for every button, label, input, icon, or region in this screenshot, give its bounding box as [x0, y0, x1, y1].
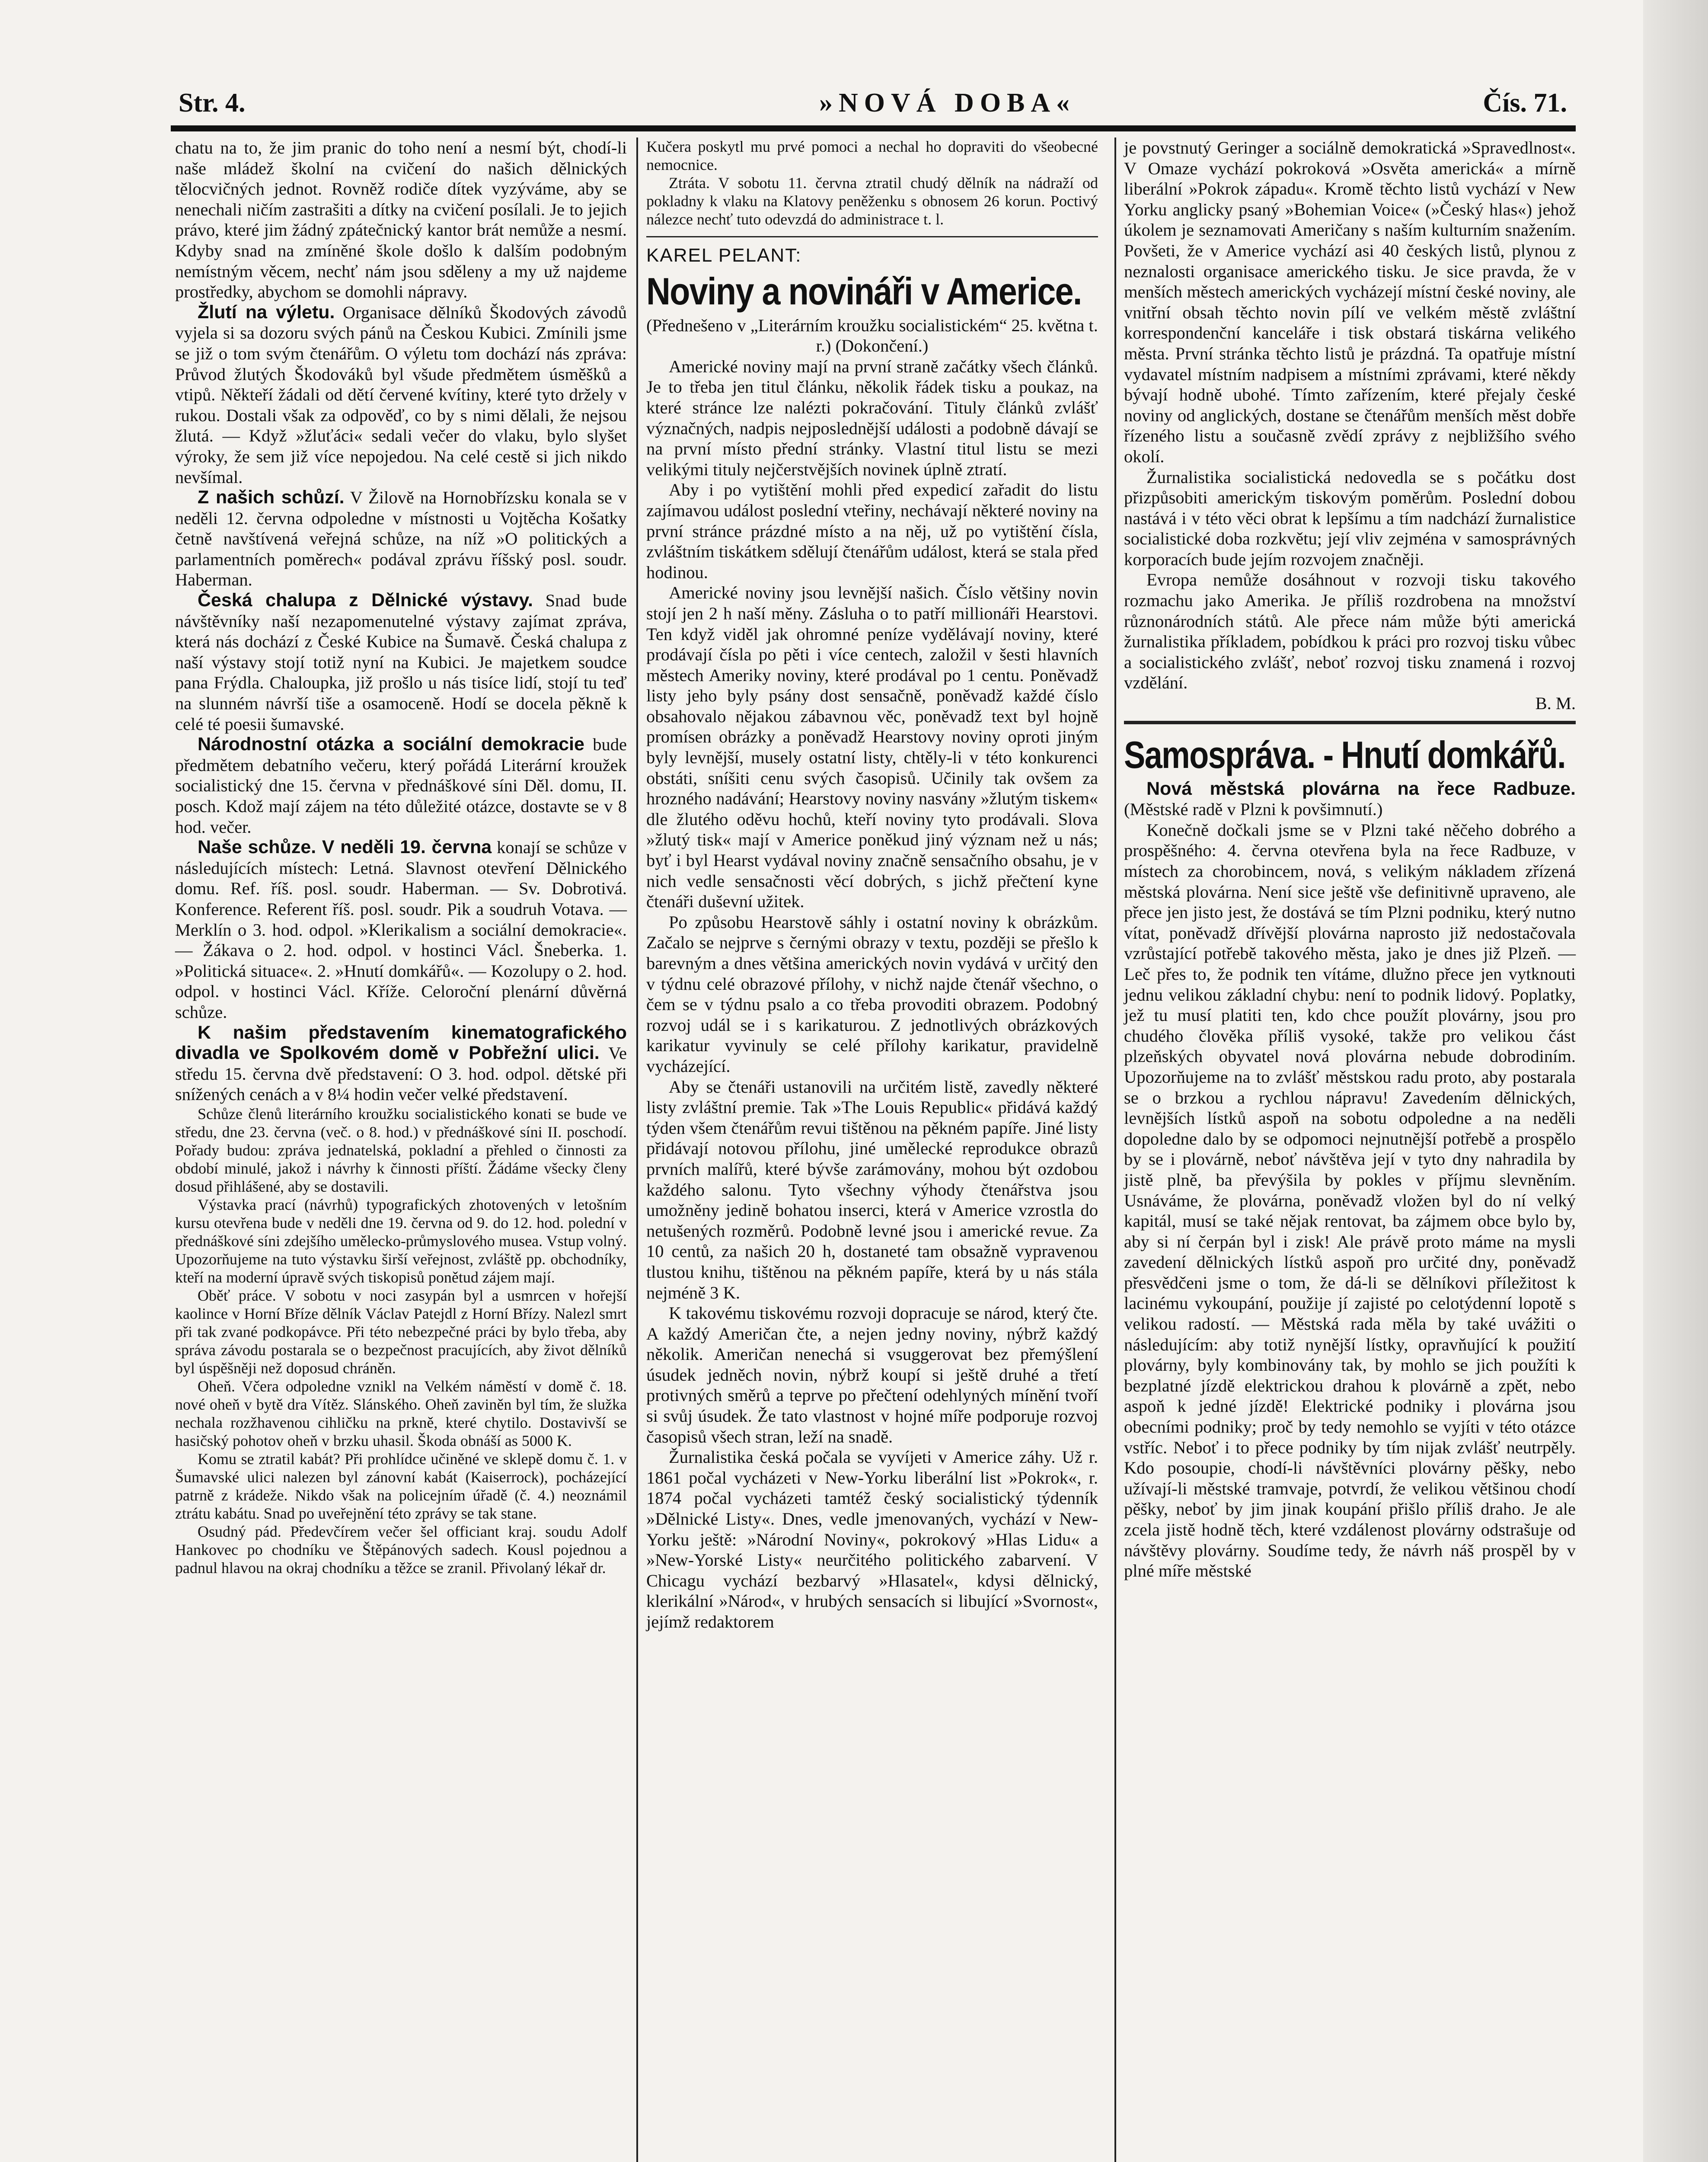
news-item-sunday-meetings: Naše schůze. V neděli 19. června konají se schůze v následujících místech: Letná. Slavnost otevření Dělnického domu. Ref. říš. posl. soudr. Haberman. — Sv. Dobrotivá. Konference. Referent říš. posl. soudr. Pik a soudruh Votava. — Merklín o 3. hod. odpol. »Klerikalism a sociální demokracie«. — Žákava o 2. hod. odpol. v hostinci Václ. Šneberka. 1. »Politická situace«. 2. »Hnutí domkářů«. — Kozolupy o 2. hod. odpol. v hostinci Václ. Kříže. Celoroční plenární důvěrná schůze. [175, 837, 627, 1022]
column-1 [175, 138, 627, 1577]
article-signature: B. M. [1535, 694, 1576, 713]
news-item-national-question: Národnostní otázka a sociální demokracie bude předmětem debatního večeru, který pořádá Literární kroužek socialistický dne 15. června v přednáškové síni Děl. domu, II. posch. Kdož mají zájem na této důležité otázce, dostavte se v 8 hod. večer. [175, 734, 627, 837]
article-paragraph: K takovému tiskovému rozvoji dopracuje se národ, který čte. A každý Američan čte, a nejen jedny noviny, nýbrž každý několik. Američan nenechá si vsuggerovat bez přemýšlení úsudek jedněch novin, nýbrž koupí si ještě druhé a třetí protivných směrů a teprve po přečtení odehlyných mínění tvoří si svůj úsudek. Že tato vlastnost v hojné míře podporuje rozvoj časopisů všech stran, leží na snadě. [646, 1303, 1098, 1446]
section-title: Samospráva. - Hnutí domkářů. [1124, 733, 1565, 776]
article-paragraph: Americké noviny mají na první straně začátky všech článků. Je to třeba jen titul článku, několik řádek tisku a poukaz, na které stránce lze nalézti pokračování. Tituly článků zvlášť význačných, nadpis nejposlednější události a podobně dávají se na první místo přední stránky. Vlastní titul listu se mezi velikými tituly nejčerstvějších novinek úplně ztratí. [646, 356, 1098, 479]
newspaper-title: »NOVÁ DOBA« [819, 88, 1076, 118]
article-subtitle: (Přednešeno v „Literárním kroužku socialistickém“ 25. května t. r.) (Dokončení.) [646, 315, 1098, 356]
page-header [171, 84, 1576, 123]
article-paragraph: Žurnalistika česká počala se vyvíjeti v Americe záhy. Už r. 1861 počal vycházeti v New-Yorku liberální list »Pokrok«, r. 1874 počal vycházeti tamtéž český socialistický týdenník »Dělnické Listy«. Dnes, vedle jmenovaných, vychází v New-Yorku ještě: »Národní Noviny«, pokrokový »Hlas Lidu« a »New-Yorské Listy« neurčitého politického zabarvení. V Chicagu vychází bezbarvý »Hlasatel«, kdysi dělnický, klerikální »Národ«, v hrubých sensacích si libující »Svornost«, jejímž redaktorem [646, 1447, 1098, 1631]
notice-work-victim: Oběť práce. V sobotu v noci zasypán byl a usmrcen v hořejší kaolince v Horní Bříze dělník Václav Patejdl z Horní Břízy. Nalezl smrt při tak zvané podkopávce. Při této nebezpečné práci by bylo třeba, aby správa závodu postarala se o bezpečnost pracujících, aby život dělníků byl úspěšněji než doposud chráněn. [175, 1286, 627, 1377]
section-rule [646, 236, 1098, 237]
column-2 [646, 138, 1098, 1632]
article-author: KAREL PELANT: [646, 245, 802, 266]
issue-number: Čís. 71. [1483, 88, 1567, 118]
article-heading: Nová městská plovárna na řece Radbuze. (Městské radě v Plzni k povšimnutí.) [1124, 778, 1576, 819]
article-paragraph: Aby se čtenáři ustanovili na určitém listě, zavedly některé listy zvláštní premie. Tak »The Louis Republic« přidává každý týden všem čtenářům revui tištěnou na pěkném papíře. Jiné listy přidávají notovou přílohu, jiné umělecké reprodukce obrazů prvních malířů, které bývše zarámovány, mohou být ozdobou každého salonu. Tyto všechny výhody čtenářstva jsou umožněny jedině bohatou inserci, která v Americe vzrostla do netušených rozměrů. Podobně levné jsou i americké revue. Za 10 centů, za našich 20 h, dostaneté tam obsažně vypravenou tlustou knihu, tištěnou na pěkném papíře, která by u nás stála nejméně 3 K. [646, 1077, 1098, 1302]
notice-lost-coat: Komu se ztratil kabát? Při prohlídce učiněné ve sklepě domu č. 1. v Šumavské ulici nalezen byl zánovní kabát (Kaiserrock), pocházející patrně z krádeže. Nikdo však na policejním úřadě (č. 4.) neoznámil ztrátu kabátu. Snad po uveřejnění této zprávy se tak stane. [175, 1450, 627, 1522]
page-number: Str. 4. [179, 88, 246, 118]
section-rule [1124, 721, 1576, 724]
notice-literary-circle: Schůze členů literárního kroužku socialistického konati se bude ve středu, dne 23. června (več. o 8. hod.) v přednáškové síni II. poschodí. Pořady budou: zpráva jednatelská, pokladní a přehled o činnosti za období minulé, jakož i návrhy k činnosti příští. Žádáme všecky členy dosud přihlášené, aby se dostavili. [175, 1105, 627, 1195]
news-heading: Česká chalupa z Dělnické výstavy. [198, 590, 533, 611]
article-paragraph: je povstnutý Geringer a sociálně demokratická »Spravedlnost«. V Omaze vychází pokroková »Osvěta americká« a mírně liberální »Pokrok západu«. Kromě těchto listů vychází v New Yorku anglicky psaný »Bohemian Voice« (»Český hlas«) jehož úkolem je seznamovati Američany s naším kulturním snažením. Povšeti, že v Americe vychází asi 40 českých listů, plynou z neznalosti organisace amerického tisku. Je sice pravda, že v menších městech amerických vycházejí místní české noviny, ale vnitřní obsah těchto novin pílí ve velkém městě zvláštní korrespondenční kanceláře i tisk obstará tiskárna velikého města. První stránka těchto listů je prázdná. Ta opatřuje místní vydavatel místním nadpisem a místními zprávami, které někdy bývají hodně ubohé. Tímto zařízením, které přejaly české noviny od anglických, dostane se čtenářům menších měst dobře řízeného listu a současně zvědí zprávy z nejbližšího svého okolí. [1124, 138, 1576, 466]
page-edge-shadow [1643, 0, 1708, 2162]
article-continuation: chatu na to, že jim pranic do toho není a nesmí být, chodí-li naše mládež školní na cvičení do našich dělnických tělocvičných jednot. Rovněž rodiče dítek vyzýváme, aby se nenechali ničím zastrašiti a dítky na cvičení posílali. Je to jejich právo, které jim žádný zpátečnický kantor brát nemůže a nesmí. Kdyby snad na zmíněné škole došlo k dalším podobným nemístným věcem, nechť nám jsou sděleny a my už najdeme prostředky, abychom se domohli nápravy. [175, 138, 627, 302]
news-heading: Z našich schůzí. [198, 487, 345, 508]
article-paragraph: Žurnalistika socialistická nedovedla se s počátku dost přizpůsobiti americkým tiskovým poměrům. Poslední dobou nastává i v této věci obrat k lepšímu a tím nadchází žurnalistice socialistické doba rozkvětu; její vliv zejména v samosprávných korporacích bude jejím rozvojem značněji. [1124, 467, 1576, 569]
news-heading: Žlutí na výletu. [198, 301, 335, 323]
article-paragraph: Aby i po vytištění mohli před expedicí zařadit do listu zajímavou událost poslední vteřiny, nechávají některé noviny na první stránce prázdné místo a na něj, už po vytištění čísla, zvláštním tiskátkem sdělují čtenářům událost, která se stala před hodinou. [646, 480, 1098, 582]
notice-typography-exhibit: Výstavka prací (návrhů) typografických zhotovených v letošním kursu otevřena bude v neděli dne 19. června od 9. do 12. hod. polední v přednáškové síni zdejšího umělecko-průmyslového musea. Vstup volný. Upozorňujeme na tuto výstavku širší veřejnost, zvláště pp. obchodníky, kteří na moderní úpravě svých tiskopisů ponětud zájem mají. [175, 1196, 627, 1286]
notice-loss: Ztráta. V sobotu 11. června ztratil chudý dělník na nádraží od pokladny k vlaku na Klatovy peněženku s obnosem 26 korun. Poctivý nálezce nechť tuto odevzdá do administrace t. l. [646, 174, 1098, 228]
article-heading-note: (Městské radě v Plzni k povšimnutí.) [1124, 800, 1383, 819]
notice-continuation: Kučera poskytl mu prvé pomoci a nechal ho dopraviti do všeobecné nemocnice. [646, 138, 1098, 173]
article-paragraph: Po způsobu Hearstově sáhly i ostatní noviny k obrázkům. Začalo se nejprve s černými obrazy v textu, později se přešlo k barevným a dnes většina amerických novin vydává v určitý den v týdnu celé obrazové přílohy, v nichž najde čtenář všechno, o čem se v týdnu psalo a co třeba provoditi obrazem. Podobný rozvoj udál se i s karikaturou. Z jednotlivých obrázkových karikatur vyvinuly se celé přílohy karikatur, pravidelně vycházející. [646, 912, 1098, 1076]
news-item-yellow-trip: Žlutí na výletu. Organisace dělníků Škodových závodů vyjela si sa dozoru svých pánů na Českou Kubici. Zmínili jsme se již o tom svým čtenářům. O výletu tom dochází nás zpráva: Průvod žlutých Škodováků byl všude předmětem úsměšků a vtipů. Někteří žádali od dětí červené kvítiny, které tyto držely v rukou. Dostali však za odpověď, co by s nimi dělali, že nejsou žlutá. — Když »žluťáci« sedali večer do vlaku, bylo slyšet výroky, že sem již více nepojedou. Na celé cestě si jich nikdo nevšímal. [175, 301, 627, 487]
notice-fire: Oheň. Včera odpoledne vznikl na Velkém náměstí v domě č. 18. nové oheň v bytě dra Vítěz. Slánského. Oheň zaviněn byl tím, že služka nechala rozžhavenou cihličku na prkně, které chytilo. Dostavivší se hasičský pohotov oheň v brzku uhasil. Škoda obnáší as 5000 K. [175, 1377, 627, 1449]
article-paragraph: Konečně dočkali jsme se v Plzni také něčeho dobrého a prospěšného: 4. června otevřena byla na řece Radbuze, v místech za chorobincem, nová, s velikým nákladem zřízená městská plovárna. Není sice ještě vše definitivně upraveno, ale přece jen jisto jest, že dostává se tím Plzni podniku, který nutno vítat, poněvadž dřívější plovárna naprosto již nedostačovala vzrůstající potřebě takového města, jako je dnes již Plzeň. — Leč přes to, že podnik ten vítáme, dlužno přece jen vytknouti jednu velikou základní chybu: není to podnik lidový. Poplatky, jež tu musí platiti ten, kdo chce použít plovárny, jsou pro chudého člověka příliš vysoké, takže pro velikou část plzeňských obyvatel nová plovárna nebude dobrodiním. Upozorňujeme na to zvlášť městskou radu proto, aby postarala se o brzkou a rychlou nápravu! Zavedením dělnických, levnějších lístků aspoň na sobotu odpoledne a na neděli dopoledne dalo by se odpomoci nejnutnější potřebě a prospělo by se i plovárně, neboť návštěva její v tyto dny nahradila by jistě plně, ba převýšila by pokles v příjmu slevněním. Usnáváme, že plovárna, poněvadž vložen byl do ní velký kapitál, musí se také nějak rentovat, ba zájmem obce bylo by, aby si ní čerpán byl i zisk! Ale právě proto máme na mysli zavedení dělnických lístků aspoň pro určité dny, poněvadž přesvědčeni jsme o tom, že dá-li se dělníkovi příležitost k lacinému vykoupání, použije jí zajisté po celotýdenní lopotě s velikou radostí. — Městská rada měla by také uvážiti o následujícím: aby totiž nynější lístky, opravňující k použití plovárny, byly kombinovány tak, by mohlo se jich použíti k bezplatné jízdě elektrickou drahou k plovárně a zpět, nebo aspoň k jedné jízdě! Elektrické podniky i plovárna jsou obecními podniky; proč by tedy nemohlo se vyjíti v této otázce vstříc. Neboť i to přece podniky by tím nijak zvlášť neutrpěly. Kdo posoupie, chodí-li návštěvníci plovárny pěšky, nebo užívají-li městské tramvaje, potvrdí, že velikou většinou chodí pěšky, neboť by jim jinak koupání přišlo příliš draho. Je ale zcela jistě hodně těch, které vzdálenost plovárny odstrašuje od návštěvy plovárny. Soudíme tedy, že návrh náš prospěl by v plné míře městské [1124, 820, 1576, 1581]
news-item-cinema: K našim představením kinematografického divadla ve Spolkovém domě v Pobřežní ulici. Ve středu 15. června dvě představení: O 3. hod. odpol. dětské při snížených cenách a v 8¼ hodin večer velké představení. [175, 1022, 627, 1104]
column-divider-1 [636, 138, 638, 2162]
news-item-meetings: Z našich schůzí. V Žilově na Hornobřízsku konala se v neděli 12. června odpoledne v místnosti u Vojtěcha Košatky četně navštívená veřejná schůze, na níž »O politických a parlamentních poměrech« podával zprávu říšský posl. soudr. Haberman. [175, 487, 627, 590]
news-heading: Národnostní otázka a sociální demokracie [198, 734, 584, 755]
column-3 [1124, 138, 1576, 1581]
news-heading: Naše schůze. V neděli 19. června [198, 837, 492, 858]
notice-fatal-fall: Osudný pád. Předevčírem večer šel officiant kraj. soudu Adolf Hankovec po chodníku ve Štěpánových sadech. Kousl pojednou a padnul hlavou na okraj chodníku a těžce se zranil. Přivolaný lékař dr. [175, 1522, 627, 1577]
news-heading: K našim představením kinematografického divadla ve Spolkovém domě v Pobřežní ulici. [175, 1022, 627, 1064]
article-paragraph: Americké noviny jsou levnější našich. Číslo většiny novin stojí jen 2 h naší měny. Zásluha o to patří millionáři Hearstovi. Ten když viděl jak ohromné peníze vydělávají noviny, které prodávají čísla po pěti i více centech, založil v šesti hlavních městech Ameriky noviny, které prodával po 1 centu. Poněvadž listy jeho byly psány dost sensačně, poněvadž každé číslo obsahovalo nějakou zábavnou věc, poněvadž text byl hojně promísen obrázky a poněvadž Hearstovy noviny oproti jiným byly levnější, musely ostatní listy, chtěly-li v této konkurenci obstáti, sníšiti cenu svých časopisů. Učinily tak ovšem za hrozného nadávání; Hearstovy noviny nasvány »žlutým tiskem« dle žlutého oděvu hochů, kteří noviny tyto prodávali. Slova »žlutý tisk« mají v Americe poněkud jiný význam než u nás; byť i byl Hearst vydával noviny značně sensačního obsahu, je v nich vedle sensačnosti věcí dobrých, s jichž přečtení kyne čtenáři duševní užitek. [646, 583, 1098, 911]
article-paragraph: Evropa nemůže dosáhnout v rozvoji tisku takového rozmachu jako Amerika. Je příliš rozdrobena na množství různonárodních států. Ale přece nám může býti americká žurnalistika příkladem, pobídkou k práci pro rozvoj tisku vůbec a socialistického zvlášť, neboť rozvoj tisku znamená i rozvoj vzdělání. [1124, 570, 1576, 693]
header-rule [171, 125, 1576, 131]
news-item-czech-cottage: Česká chalupa z Dělnické výstavy. Snad bude návštěvníky naší nezapomenutelné výstavy zajímat zpráva, která nás dochází z České Kubice na Šumavě. Česká chalupa z naší výstavy stojí totiž nyní na Kubici. Je majetkem soudce pana Frýdla. Chaloupka, již prošlo u nás tisíce lidí, stojí tu teď na slunném návrší tiše a osamoceně. Hodí se docela pěkně k celé té poesii šumavské. [175, 590, 627, 734]
article-title: Noviny a novináři v Americe. [646, 269, 1082, 313]
column-divider-2 [1114, 138, 1116, 2162]
